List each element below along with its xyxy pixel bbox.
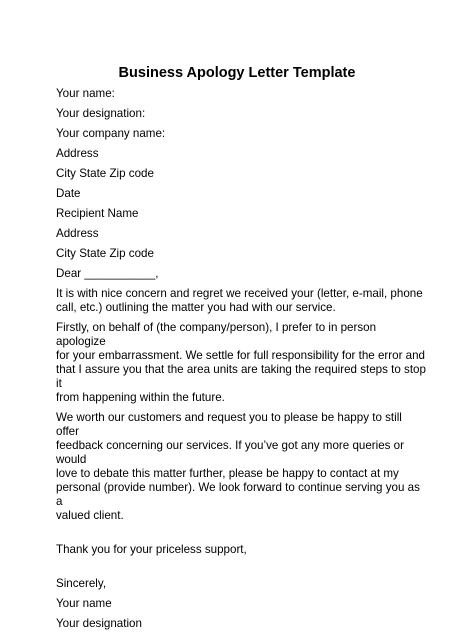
signature-designation-line: Your designation (56, 617, 142, 630)
sender-name-line: Your name: (56, 87, 115, 100)
paragraph-concern: It is with nice concern and regret we received your (letter, e-mail, phone call, etc.) outlining the matter you had with our service. (56, 287, 423, 314)
signature-name-line: Your name (56, 597, 112, 610)
recipient-name-line: Recipient Name (56, 207, 139, 220)
closing-line: Sincerely, (56, 577, 107, 590)
blank-spacer (56, 563, 428, 577)
recipient-address-line: Address (56, 227, 99, 240)
paragraph-feedback: We worth our customers and request you to please be happy to still offer feedback concerning our services. If you’ve got any more queries or would love to debate this matter further, please be happy to contact at my personal (provide number). We look forward to continue serving you as a valued client. (56, 411, 420, 522)
document-title: Business Apology Letter Template (118, 65, 356, 81)
sender-city-line: City State Zip code (56, 167, 154, 180)
sender-company-line: Your company name: (56, 127, 166, 140)
salutation-line: Dear ___________, (56, 267, 159, 280)
date-line: Date (56, 187, 81, 200)
paragraph-apology: Firstly, on behalf of (the company/person), I prefer to in person apologize for your embarrassment. We settle for full responsibility for the error and that I assure you that the area units are taking the required steps to stop it from happening within the future. (56, 321, 426, 404)
thanks-line: Thank you for your priceless support, (56, 543, 247, 556)
recipient-city-line: City State Zip code (56, 247, 154, 260)
blank-spacer (56, 529, 428, 543)
letter-body (56, 87, 428, 637)
sender-address-line: Address (56, 147, 99, 160)
sender-designation-line: Your designation: (56, 107, 146, 120)
